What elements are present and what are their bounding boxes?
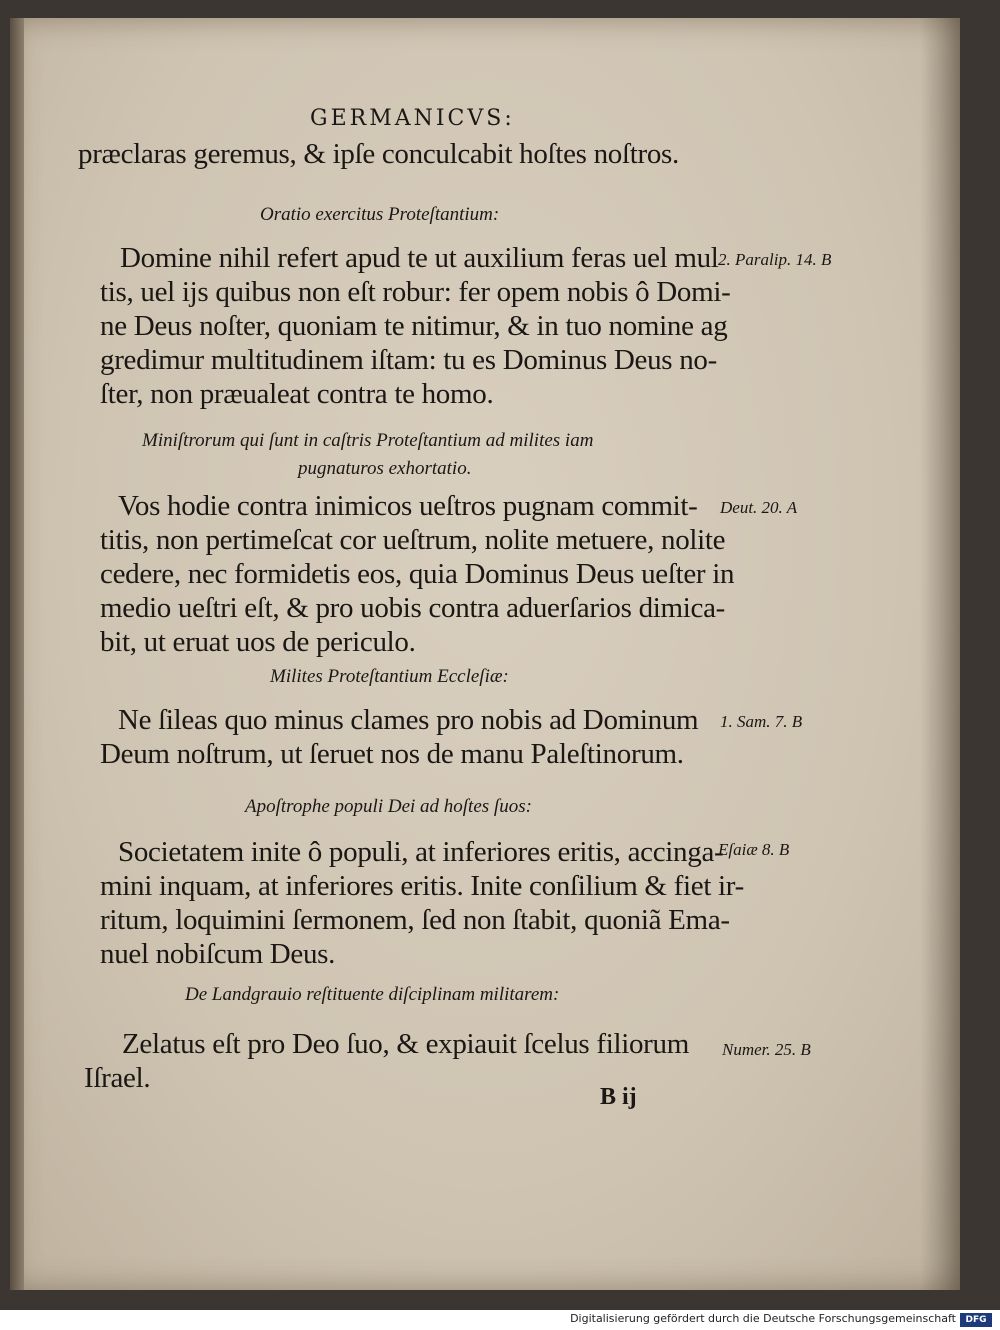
running-head: GERMANICVS: xyxy=(310,106,515,131)
text-line: ne Deus noſter, quoniam te nitimur, & in tuo nomine ag xyxy=(100,310,728,342)
text-line: bit, ut eruat uos de periculo. xyxy=(100,626,416,658)
section-heading: Apoſtrophe populi Dei ad hoſtes ſuos: xyxy=(245,796,532,817)
footer-credit: Digitalisierung gefördert durch die Deutsche Forschungsgemeinschaft xyxy=(570,1312,956,1325)
text-line: titis, non pertimeſcat cor ueſtrum, nolite metuere, nolite xyxy=(100,524,726,556)
section-heading: De Landgrauio reſtituente diſciplinam militarem: xyxy=(185,984,560,1005)
text-line: Ne ſileas quo minus clames pro nobis ad Dominum xyxy=(118,704,699,736)
text-line: Zelatus eſt pro Deo ſuo, & expiauit ſcelus filiorum xyxy=(122,1028,689,1060)
text-line: Deum noſtrum, ut ſeruet nos de manu Paleſtinorum. xyxy=(100,738,684,770)
margin-reference: 2. Paralip. 14. B xyxy=(718,250,832,269)
page-gutter xyxy=(10,18,24,1290)
text-line: Iſrael. xyxy=(84,1062,151,1094)
text-line: tis, uel ijs quibus non eſt robur: fer opem nobis ô Domi- xyxy=(100,276,731,308)
text-line: Domine nihil refert apud te ut auxilium feras uel mul xyxy=(120,242,719,274)
margin-reference: 1. Sam. 7. B xyxy=(720,712,803,731)
text-line: mini inquam, at inferiores eritis. Inite conſilium & fiet ir- xyxy=(100,870,744,902)
section-heading: Miniſtrorum qui ſunt in caſtris Proteſtantium ad milites iam xyxy=(142,430,594,451)
continuation-line: præclaras geremus, & ipſe conculcabit hoſtes noſtros. xyxy=(78,138,679,170)
section-heading: pugnaturos exhortatio. xyxy=(298,458,472,479)
text-line: Societatem inite ô populi, at inferiores eritis, accinga- xyxy=(118,836,724,868)
text-line: Vos hodie contra inimicos ueſtros pugnam commit- xyxy=(118,490,698,522)
dfg-logo: DFG xyxy=(960,1313,992,1327)
text-line: medio ueſtri eſt, & pro uobis contra aduerſarios dimica- xyxy=(100,592,726,624)
text-line: ritum, loquimini ſermonem, ſed non ſtabit, quoniã Ema- xyxy=(100,904,730,936)
margin-reference: Deut. 20. A xyxy=(720,498,798,517)
margin-reference: Eſaiæ 8. B xyxy=(718,840,790,859)
section-heading: Oratio exercitus Proteſtantium: xyxy=(260,204,500,225)
margin-reference: Numer. 25. B xyxy=(722,1040,811,1059)
section-heading: Milites Proteſtantium Eccleſiæ: xyxy=(270,666,509,687)
text-line: nuel nobiſcum Deus. xyxy=(100,938,336,970)
text-line: ſter, non præualeat contra te homo. xyxy=(100,378,494,410)
digitization-footer xyxy=(0,1310,1000,1330)
book-page xyxy=(10,18,960,1290)
text-line: cedere, nec formidetis eos, quia Dominus Deus ueſter in xyxy=(100,558,735,590)
page-edge-shadow xyxy=(920,18,960,1290)
signature-mark: B ij xyxy=(600,1084,637,1110)
text-line: gredimur multitudinem iſtam: tu es Dominus Deus no- xyxy=(100,344,717,376)
